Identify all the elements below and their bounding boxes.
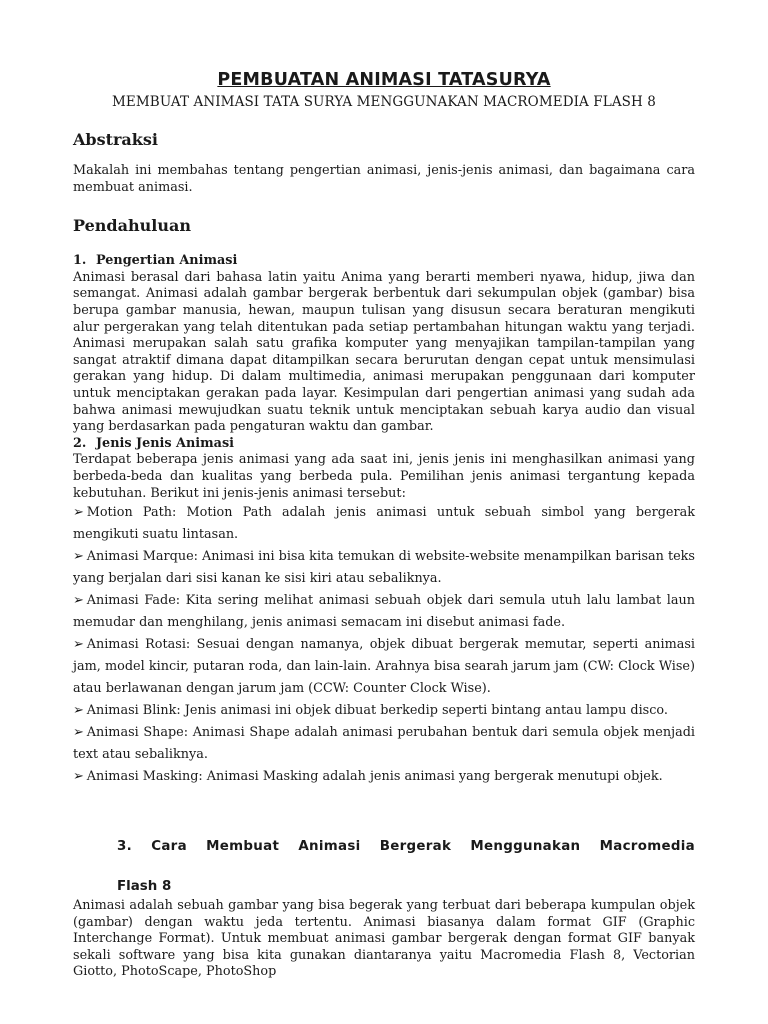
list-item: ➢ Animasi Fade: Kita sering melihat animasi sebuah objek dari semula utuh lalu lambat laun memudar dan menghilang, jenis animasi semacam ini disebut animasi fade.	[73, 590, 695, 634]
arrow-bullet-icon: ➢	[73, 769, 84, 785]
arrow-bullet-icon: ➢	[73, 725, 84, 741]
arrow-bullet-icon: ➢	[73, 637, 84, 653]
list-item: ➢ Animasi Blink: Jenis animasi ini objek dibuat berkedip seperti bintang antau lampu disco.	[73, 700, 695, 722]
list-item: ➢ Motion Path: Motion Path adalah jenis animasi untuk sebuah simbol yang bergerak mengikuti suatu lintasan.	[73, 502, 695, 546]
section-1-number: 1.	[73, 253, 87, 269]
list-item: ➢ Animasi Rotasi: Sesuai dengan namanya, objek dibuat bergerak memutar, seperti animasi jam, model kincir, putaran roda, dan lain-lain. Arahnya bisa searah jarum jam (CW: Clock Wise) atau berlawanan dengan jarum jam (CCW: Counter Clock Wise).	[73, 634, 695, 700]
list-item: ➢ Animasi Masking: Animasi Masking adalah jenis animasi yang bergerak menutupi objek.	[73, 766, 695, 788]
section-2-number: 2.	[73, 435, 87, 451]
arrow-bullet-icon: ➢	[73, 593, 84, 609]
section-1-heading	[73, 253, 695, 270]
section-1-text: Animasi berasal dari bahasa latin yaitu Anima yang berarti memberi nyawa, hidup, jiwa dan semangat. Animasi adalah gambar bergerak berbentuk dari sekumpulan objek (gambar) bisa berupa gambar manusia, hewan, maupun tulisan yang disusun secara beraturan mengikuti alur pergerakan yang telah ditentukan pada setiap pertambahan hitungan waktu yang terjadi. Animasi merupakan salah satu grafika komputer yang menyajikan tampilan-tampilan yang sangat atraktif dimana dapat ditampilkan secara berurutan dengan cepat untuk mensimulasi gerakan yang hidup. Di dalam multimedia, animasi merupakan penggunaan dari komputer untuk menciptakan gerakan pada layar. Kesimpulan dari pengertian animasi yang sudah ada bahwa animasi mewujudkan suatu teknik untuk menciptakan sebuah karya audio dan visual yang berdasarkan pada pengaturan waktu dan gambar.	[73, 269, 695, 435]
introduction-heading: Pendahuluan	[73, 216, 191, 236]
section-2-heading	[73, 436, 695, 453]
arrow-bullet-icon: ➢	[73, 703, 84, 719]
list-item: ➢ Animasi Marque: Animasi ini bisa kita temukan di website-website menampilkan barisan teks yang berjalan dari sisi kanan ke sisi kiri atau sebaliknya.	[73, 546, 695, 590]
abstract-text: Makalah ini membahas tentang pengertian animasi, jenis-jenis animasi, dan bagaimana cara membuat animasi.	[73, 163, 695, 195]
section-1-title: Pengertian Animasi	[96, 253, 238, 269]
document-subtitle: MEMBUAT ANIMASI TATA SURYA MENGGUNAKAN MACROMEDIA FLASH 8	[112, 94, 656, 110]
section-3-text: Animasi adalah sebuah gambar yang bisa begerak yang terbuat dari beberapa kumpulan objek (gambar) dengan waktu jeda tertentu. Animasi biasanya dalam format GIF (Graphic Interchange Format). Untuk membuat animasi gambar bergerak dengan format GIF banyak sekali software yang bisa kita gunakan diantaranya yaitu Macromedia Flash 8, Vectorian Giotto, PhotoScape, PhotoShop	[73, 898, 695, 980]
section-2-text: Terdapat beberapa jenis animasi yang ada saat ini, jenis jenis ini menghasilkan animasi yang berbeda-beda dan kualitas yang berbeda pula. Pemilihan jenis animasi tergantung kepada kebutuhan. Berikut ini jenis-jenis animasi tersebut:	[73, 452, 695, 501]
section-2-title: Jenis Jenis Animasi	[96, 435, 235, 451]
arrow-bullet-icon: ➢	[73, 549, 84, 565]
animation-types-list	[73, 502, 695, 788]
list-item: ➢ Animasi Shape: Animasi Shape adalah animasi perubahan bentuk dari semula objek menjadi text atau sebaliknya.	[73, 722, 695, 766]
section-3-heading	[73, 838, 695, 896]
document-title: PEMBUATAN ANIMASI TATASURYA	[217, 70, 551, 90]
section-3-number: 3.	[117, 839, 133, 855]
section-3-heading-continuation: Flash 8	[117, 879, 172, 895]
arrow-bullet-icon: ➢	[73, 505, 84, 521]
abstract-heading: Abstraksi	[73, 130, 158, 149]
section-3-heading-line: 3. Cara Membuat Animasi Bergerak Menggunakan Macromedia	[117, 839, 695, 855]
